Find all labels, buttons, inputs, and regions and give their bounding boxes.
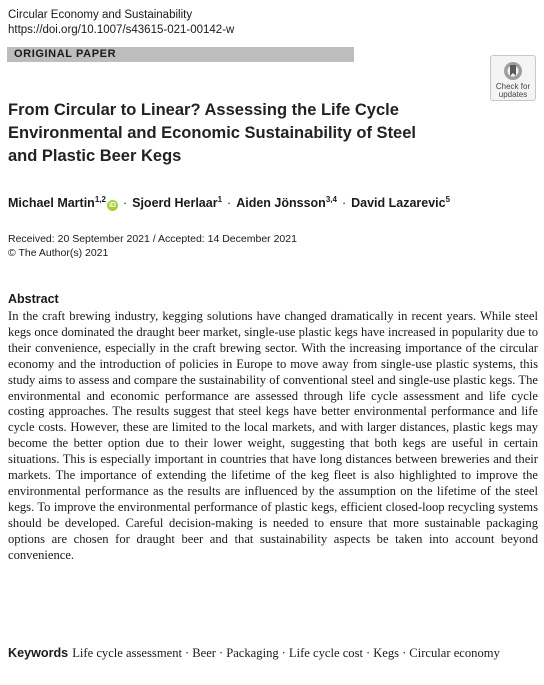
abstract-text: In the craft brewing industry, kegging solutions have changed dramatically in recent years. While steel kegs once dominated the draught beer market, single-use plastic kegs have increased in popularity due to their convenience, especially in the craft brewing sector. With the increasing importance of the circular economy and the introduction of policies in Europe to move away from single-use plastic systems, this study aims to assess and compare the sustainability of conventional steel and single-use plastic kegs. The environmental and economic performance are assessed through life cycle assessment and life cycle costing approaches. The results suggest that steel kegs have better environmental performance and life cycle costs. However, these are limited to the local markets, and with larger distances, plastic kegs may become the better option due to their lower weight, suggesting that both kegs are useful in certain situations. This is especially important in countries that have long distances between breweries and their markets. The importance of extending the lifetime of the keg fleet is also highlighted to improve the environmental performance as the results are influenced by the assumption on the lifetime of the steel kegs. To improve the environmental performance of plastic kegs, efficient closed-loop recycling systems should be developed. Careful decision-making is needed to ensure that more sustainable packaging options are chosen for draught beer and that sustainability aspects be taken into account beyond convenience. — [8, 309, 538, 562]
journal-name: Circular Economy and Sustainability — [8, 9, 193, 21]
doi-link[interactable]: https://doi.org/10.1007/s43615-021-00142-w — [8, 24, 235, 36]
keyword: Beer — [192, 646, 216, 660]
keyword: Kegs — [373, 646, 400, 660]
author-separator: · — [341, 196, 347, 210]
author-affiliation: 1,2 — [94, 195, 106, 204]
keyword-separator: · — [366, 646, 371, 660]
keywords-line — [8, 645, 528, 661]
keyword: Packaging — [226, 646, 279, 660]
author-separator: · — [227, 196, 232, 210]
article-title: From Circular to Linear? Assessing the Life Cycle Environmental and Economic Sustainability of Steel and Plastic Beer Kegs — [8, 101, 416, 165]
keyword-separator: · — [185, 646, 190, 660]
author-affiliation: 3,4 — [325, 195, 337, 204]
author-list — [8, 191, 450, 212]
keyword-separator: · — [281, 646, 286, 660]
keyword: Life cycle assessment — [72, 646, 183, 660]
abstract-heading: Abstract — [8, 292, 59, 306]
keyword-separator: · — [402, 646, 407, 660]
author-name[interactable]: David Lazarevic — [351, 196, 446, 210]
author-affiliation: 1 — [217, 195, 223, 204]
author-name[interactable]: Aiden Jönsson — [236, 196, 326, 210]
copyright-notice: © The Author(s) 2021 — [8, 247, 109, 259]
keywords-label: Keywords — [8, 646, 69, 660]
keyword: Life cycle cost — [288, 646, 363, 660]
bookmark-ring-icon — [502, 60, 524, 82]
check-for-updates-badge[interactable] — [490, 55, 536, 101]
article-dates: Received: 20 September 2021 / Accepted: 14 December 2021 — [8, 233, 297, 245]
orcid-icon[interactable]: iD — [108, 202, 116, 209]
keyword: Circular economy — [409, 646, 500, 660]
article-type-banner: ORIGINAL PAPER — [7, 47, 354, 62]
badge-label-line1: Check for — [495, 82, 531, 91]
author-affiliation: 5 — [445, 195, 451, 204]
keyword-separator: · — [219, 646, 224, 660]
author-name[interactable]: Sjoerd Herlaar — [132, 196, 218, 210]
author-separator: · — [122, 196, 128, 210]
author-name[interactable]: Michael Martin — [8, 196, 95, 210]
badge-label-line2: updates — [498, 90, 528, 99]
